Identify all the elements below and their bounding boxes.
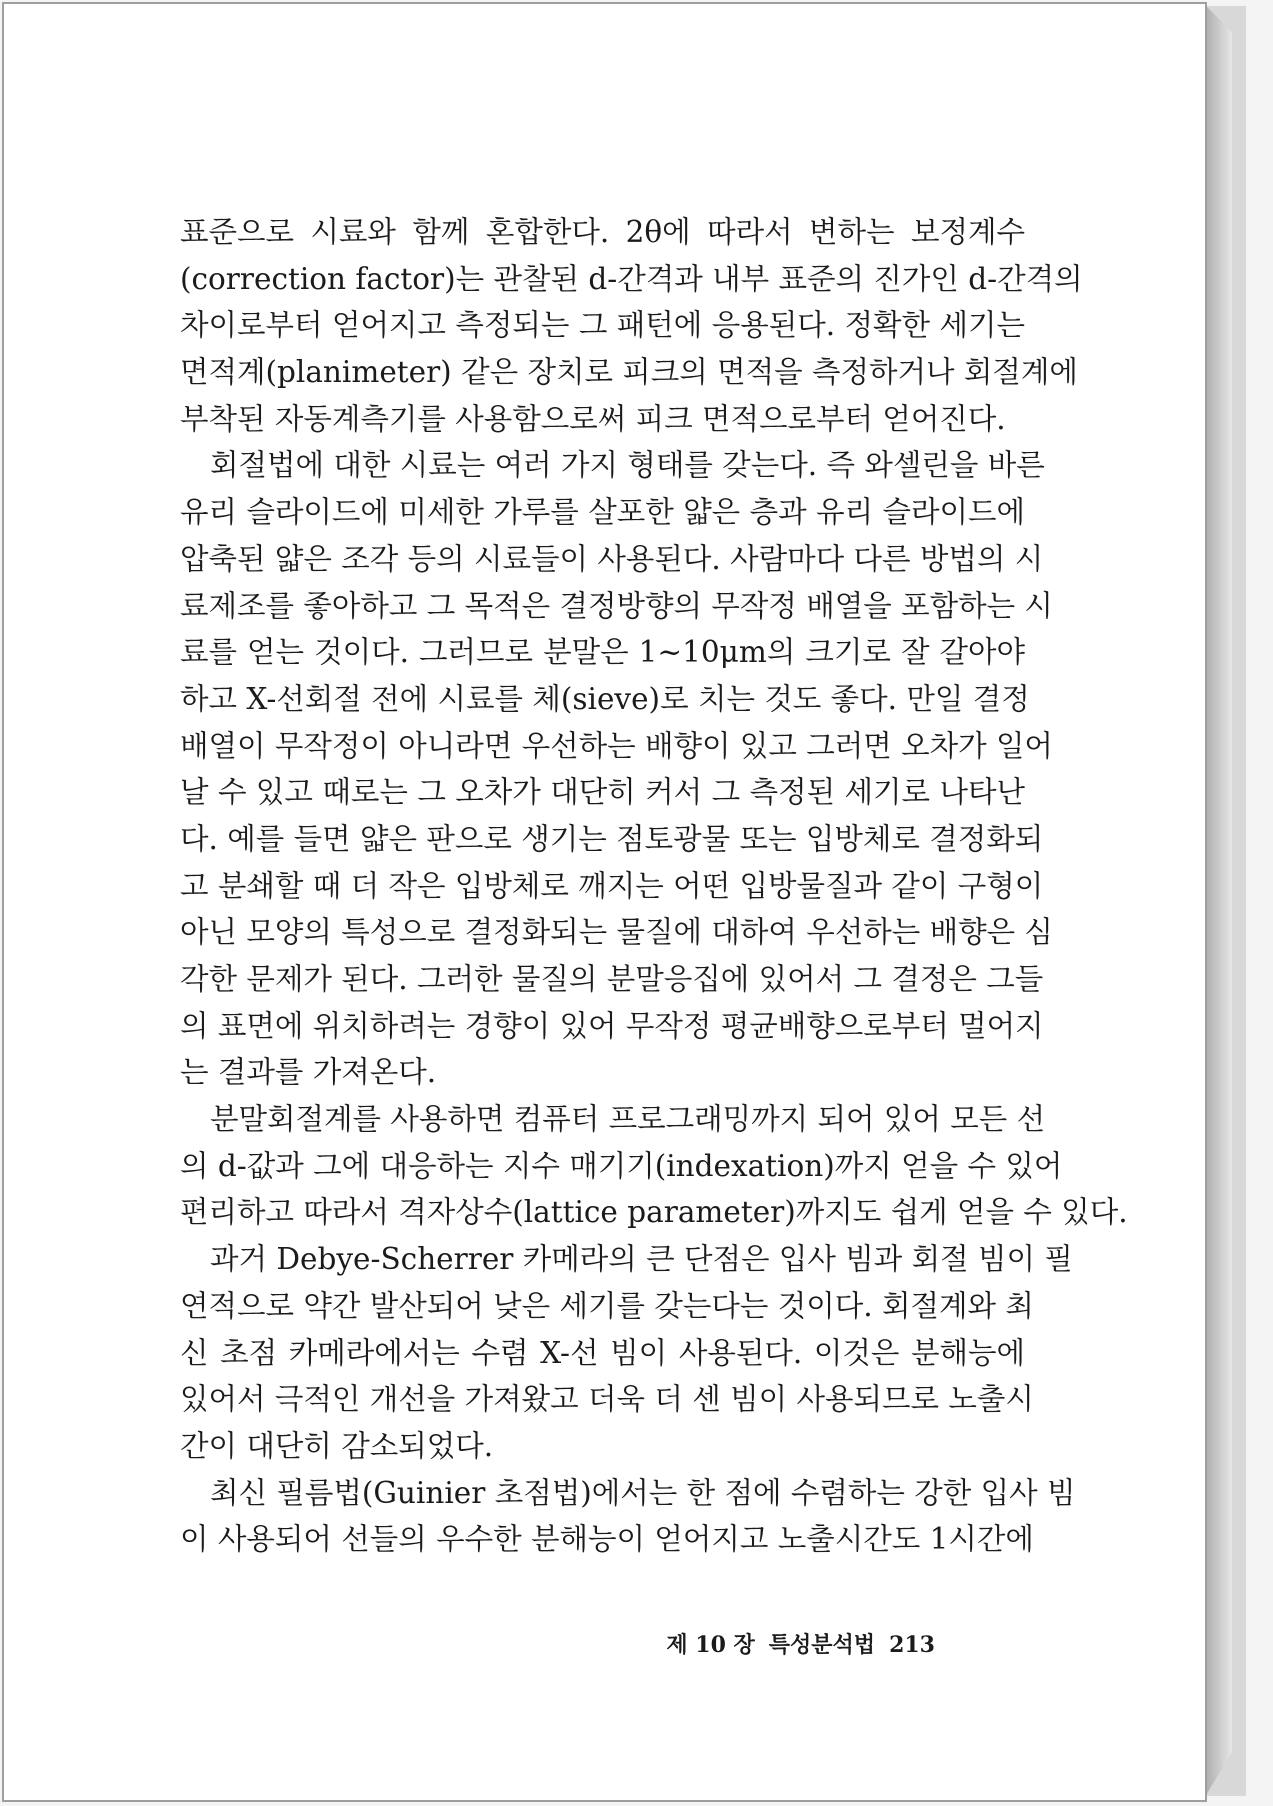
text-line: (correction factor)는 관찰된 d-간격과 내부 표준의 진가인 d-간격의 (180, 261, 1083, 296)
text-line: 의 표면에 위치하려는 경향이 있어 무작정 평균배향으로부터 멀어지 (180, 1008, 1044, 1043)
page-number: 213 (889, 1632, 935, 1658)
text-line: 최신 필름법(Guinier 초점법)에서는 한 점에 수렴하는 강한 입사 빔 (210, 1475, 1076, 1510)
text-line: 하고 X-선회절 전에 시료를 체(sieve)로 치는 것도 좋다. 만일 결정 (180, 681, 1030, 716)
chapter-title: 특성분석법 (768, 1632, 876, 1658)
text-line: 압축된 얇은 조각 등의 시료들이 사용된다. 사람마다 다른 방법의 시 (180, 541, 1044, 576)
running-footer (652, 1628, 935, 1659)
text-line: 각한 문제가 된다. 그러한 물질의 분말응집에 있어서 그 결정은 그들 (180, 962, 1044, 996)
text-line: 표준으로 시료와 함께 혼합한다. 2θ에 따라서 변하는 보정계수 (180, 215, 1025, 249)
text-line: 차이로부터 얻어지고 측정되는 그 패턴에 응용된다. 정확한 세기는 (180, 308, 1025, 343)
text-line: 이 사용되어 선들의 우수한 분해능이 얻어지고 노출시간도 1시간에 (180, 1522, 1034, 1557)
text-line: 배열이 무작정이 아니라면 우선하는 배향이 있고 그러면 오차가 일어 (180, 728, 1053, 763)
text-line: 연적으로 약간 발산되어 낮은 세기를 갖는다는 것이다. 회절계와 최 (180, 1288, 1034, 1323)
text-line: 료제조를 좋아하고 그 목적은 결정방향의 무작정 배열을 포함하는 시 (180, 588, 1053, 623)
text-line: 는 결과를 가져온다. (180, 1055, 437, 1090)
page (2, 2, 1207, 1802)
text-line: 아닌 모양의 특성으로 결정화되는 물질에 대하여 우선하는 배향은 심 (180, 915, 1053, 950)
text-line: 과거 Debye-Scherrer 카메라의 큰 단점은 입사 빔과 회절 빔이 필 (210, 1242, 1073, 1277)
text-line: 편리하고 따라서 격자상수(lattice parameter)까지도 쉽게 얻을 수 있다. (180, 1195, 1128, 1230)
text-line: 면적계(planimeter) 같은 장치로 피크의 면적을 측정하거나 회절계에 (180, 355, 1078, 390)
text-line: 유리 슬라이드에 미세한 가루를 살포한 얇은 층과 유리 슬라이드에 (180, 495, 1025, 530)
text-line: 날 수 있고 때로는 그 오차가 대단히 커서 그 측정된 세기로 나타난 (180, 775, 1025, 810)
text-line: 회절법에 대한 시료는 여러 가지 형태를 갖는다. 즉 와셀린을 바른 (210, 448, 1045, 483)
text-line: 의 d-값과 그에 대응하는 지수 매기기(indexation)까지 얻을 수 있어 (180, 1148, 1063, 1183)
text-line: 부착된 자동계측기를 사용함으로써 피크 면적으로부터 얻어진다. (180, 401, 1006, 436)
text-line: 다. 예를 들면 얇은 판으로 생기는 점토광물 또는 입방체로 결정화되 (180, 821, 1044, 856)
chapter-label: 제 10 장 (666, 1632, 755, 1658)
text-line: 간이 대단히 감소되었다. (180, 1428, 494, 1463)
text-line: 료를 얻는 것이다. 그러므로 분말은 1~10μm의 크기로 잘 갈아야 (180, 635, 1025, 670)
text-line: 분말회절계를 사용하면 컴퓨터 프로그래밍까지 되어 있어 모든 선 (210, 1102, 1046, 1137)
text-line: 있어서 극적인 개선을 가져왔고 더욱 더 센 빔이 사용되므로 노출시 (180, 1382, 1034, 1417)
text-line: 고 분쇄할 때 더 작은 입방체로 깨지는 어떤 입방물질과 같이 구형이 (180, 868, 1044, 903)
text-line: 신 초점 카메라에서는 수렴 X-선 빔이 사용된다. 이것은 분해능에 (180, 1335, 1025, 1370)
body-text (180, 209, 1128, 1563)
